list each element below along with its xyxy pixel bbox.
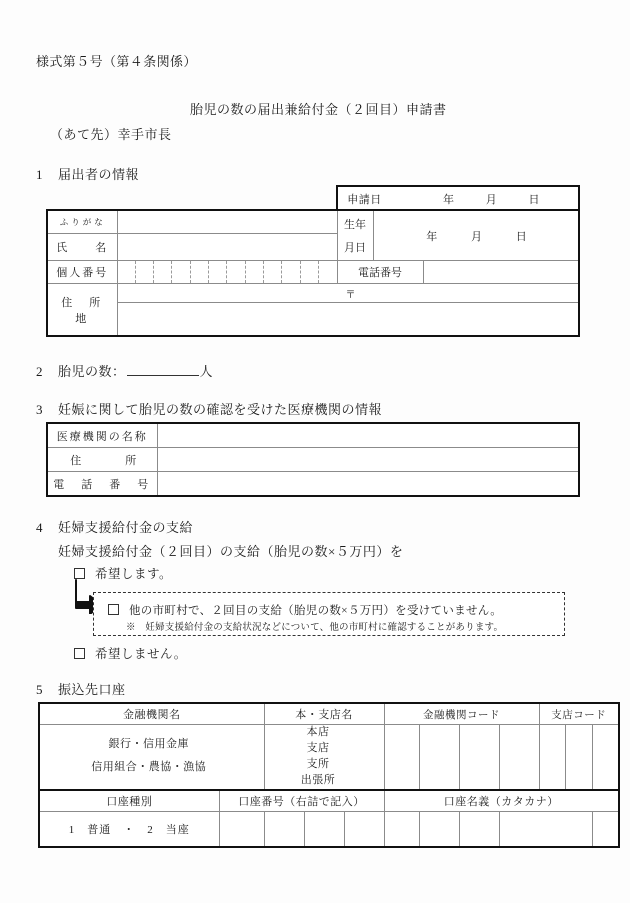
birth-day: 日 xyxy=(515,230,528,243)
mynumber-digit-cell[interactable] xyxy=(172,261,190,283)
mynumber-digit-cell[interactable] xyxy=(191,261,209,283)
bank-code-header: 金融機関コード xyxy=(384,703,539,725)
table-row xyxy=(47,472,579,497)
section1-heading-text: 届出者の情報 xyxy=(58,167,140,182)
mynumber-digit-cell[interactable] xyxy=(319,261,336,283)
postal-code-input[interactable] xyxy=(117,284,579,303)
bank-name-header: 金融機関名 xyxy=(39,703,264,725)
option-yes-label: 希望します。 xyxy=(95,567,173,581)
mynumber-cells[interactable] xyxy=(117,261,337,284)
mynumber-digit-cell[interactable] xyxy=(154,261,172,283)
account-holder-input[interactable] xyxy=(499,811,592,847)
mynumber-digit-cell[interactable] xyxy=(227,261,245,283)
nested-condition-box xyxy=(93,592,565,636)
checkbox-icon-no[interactable] xyxy=(74,648,85,659)
birth-month: 月 xyxy=(471,230,483,243)
branch-code-cell[interactable] xyxy=(592,725,619,790)
section5-heading-text: 振込先口座 xyxy=(58,682,126,697)
birthdate-value-cell[interactable] xyxy=(373,210,579,261)
section2-label: 胎児の数： xyxy=(58,364,126,379)
account-number-cell[interactable] xyxy=(459,811,499,847)
section4-lead: 妊婦支援給付金（２回目）の支給（胎児の数×５万円）を xyxy=(58,544,404,559)
branch-suffix-3: 出張所 xyxy=(300,773,336,786)
birth-year: 年 xyxy=(426,230,438,243)
section3-heading-text: 妊娠に関して胎児の数の確認を受けた医療機関の情報 xyxy=(58,402,383,417)
bank-code-cell[interactable] xyxy=(384,725,419,790)
section4-heading-text: 妊婦支援給付金の支給 xyxy=(58,520,194,535)
section2-number: 2 xyxy=(36,364,43,379)
branch-code-cell[interactable] xyxy=(539,725,565,790)
hospital-phone-input[interactable] xyxy=(157,472,579,497)
table-row xyxy=(39,725,619,790)
section1-number: 1 xyxy=(36,167,43,182)
furigana-label: ふりがな xyxy=(47,210,117,234)
table-row xyxy=(47,284,579,303)
branch-code-cell[interactable] xyxy=(565,725,592,790)
name-input[interactable] xyxy=(117,234,337,261)
addressee-line: （あて先）幸手市長 xyxy=(50,127,172,142)
mynumber-label: 個人番号 xyxy=(47,261,117,284)
bank-name-input[interactable] xyxy=(39,725,264,790)
mynumber-digit-cell[interactable] xyxy=(136,261,154,283)
apply-date-month: 月 xyxy=(485,194,498,206)
mynumber-digit-cell[interactable] xyxy=(246,261,264,283)
section4-heading xyxy=(36,521,193,534)
mynumber-digit-cell[interactable] xyxy=(209,261,227,283)
nested-note-text: ※ 妊婦支援給付金の支給状況などについて、他の市町村に確認することがあります。 xyxy=(126,623,504,633)
birthdate-label xyxy=(337,210,373,261)
account-type-header: 口座種別 xyxy=(39,790,219,812)
postal-mark: 〒 xyxy=(345,289,356,301)
section3-heading xyxy=(36,403,382,416)
section5-number: 5 xyxy=(36,682,43,697)
account-number-cell[interactable] xyxy=(264,811,304,847)
table-row xyxy=(39,790,619,812)
branch-suffix-1: 支店 xyxy=(306,741,330,754)
fetus-count-input[interactable] xyxy=(127,363,199,376)
section1-heading xyxy=(36,168,139,181)
section4-number: 4 xyxy=(36,520,43,535)
hospital-table xyxy=(46,422,580,497)
branch-suffix-2: 支所 xyxy=(306,757,330,770)
furigana-input[interactable] xyxy=(117,210,337,234)
branch-code-header: 支店コード xyxy=(539,703,619,725)
hospital-name-input[interactable] xyxy=(157,423,579,448)
apply-date-year: 年 xyxy=(443,194,455,206)
phone-label: 電話番号 xyxy=(337,261,423,284)
bank-code-cell[interactable] xyxy=(499,725,539,790)
name-label: 氏 名 xyxy=(47,234,117,261)
bank-suffix-line2: 信用組合・農協・漁協 xyxy=(91,761,207,774)
nested-option-label: 他の市町村で、２回目の支給（胎児の数×５万円）を受けていません。 xyxy=(129,605,503,617)
account-type-options[interactable]: 1 普通 ・ 2 当座 xyxy=(39,811,219,847)
section3-number: 3 xyxy=(36,402,43,417)
mynumber-digit-cell[interactable] xyxy=(264,261,282,283)
account-number-cell[interactable] xyxy=(419,811,459,847)
section2-unit: 人 xyxy=(199,364,214,379)
applicant-table xyxy=(46,209,580,337)
hospital-name-label: 医療機関の名称 xyxy=(47,423,157,448)
bank-code-cell[interactable] xyxy=(419,725,459,790)
branch-name-header: 本・支店名 xyxy=(264,703,384,725)
document-title: 胎児の数の届出兼給付金（２回目）申請書 xyxy=(190,102,447,117)
form-number: 様式第５号（第４条関係） xyxy=(36,54,197,69)
table-row xyxy=(39,811,619,847)
hospital-address-input[interactable] xyxy=(157,448,579,472)
mynumber-digit-cell[interactable] xyxy=(118,261,136,283)
table-row xyxy=(47,423,579,448)
option-no-label: 希望しません。 xyxy=(95,647,187,661)
branch-name-input[interactable] xyxy=(264,725,384,790)
account-number-header: 口座番号（右詰で記入） xyxy=(219,790,384,812)
hospital-phone-label: 電 話 番 号 xyxy=(47,472,157,497)
checkbox-icon-other-city[interactable] xyxy=(108,604,119,615)
mynumber-digit-cell[interactable] xyxy=(282,261,300,283)
apply-date-label: 申請日 xyxy=(347,194,382,206)
account-number-cell[interactable] xyxy=(344,811,384,847)
bank-account-table xyxy=(38,702,620,848)
hospital-address-label: 住 所 xyxy=(47,448,157,472)
account-holder-header: 口座名義（カタカナ） xyxy=(384,790,619,812)
nested-option-row[interactable] xyxy=(108,602,502,618)
table-row xyxy=(47,448,579,472)
apply-date-day: 日 xyxy=(528,194,540,206)
address-input[interactable] xyxy=(117,303,579,337)
section2-line xyxy=(36,363,213,378)
account-number-cell[interactable] xyxy=(219,811,264,847)
table-row xyxy=(47,210,579,234)
option-no-row[interactable] xyxy=(74,648,187,661)
phone-input[interactable] xyxy=(423,261,579,284)
birthdate-label-top: 生年 xyxy=(344,219,366,231)
bank-suffix-line1: 銀行・信用金庫 xyxy=(108,738,189,751)
table-row xyxy=(47,261,579,284)
branch-suffix-0: 本店 xyxy=(306,726,330,738)
account-number-cell[interactable] xyxy=(384,811,419,847)
birthdate-label-bottom: 月日 xyxy=(344,242,366,254)
table-row xyxy=(47,303,579,337)
table-row xyxy=(39,703,619,725)
account-number-cell[interactable] xyxy=(304,811,344,847)
section5-heading xyxy=(36,683,126,696)
mynumber-digit-cell[interactable] xyxy=(301,261,319,283)
bank-code-cell[interactable] xyxy=(459,725,499,790)
address-label: 住 所 地 xyxy=(47,284,117,337)
